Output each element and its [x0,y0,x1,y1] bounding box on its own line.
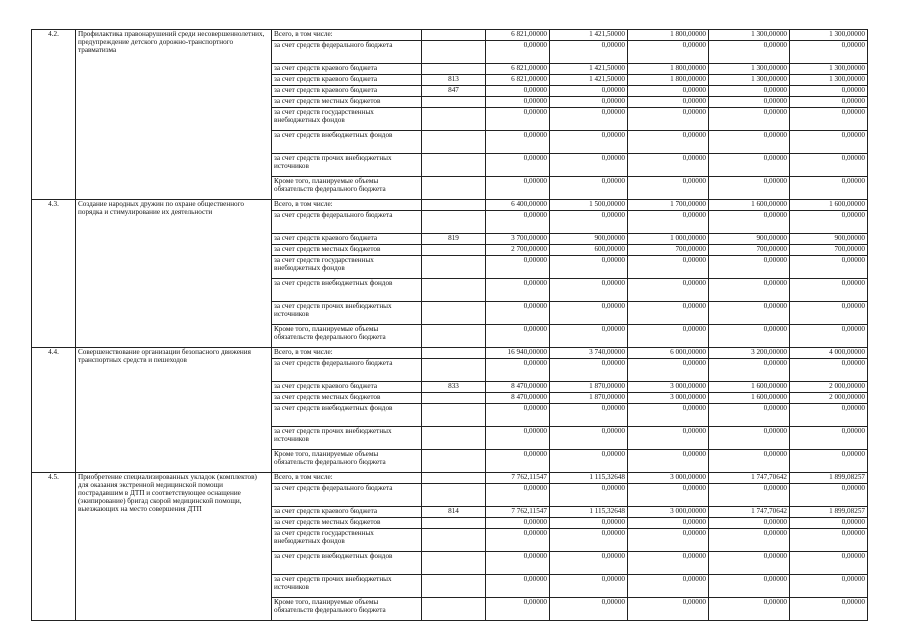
year-value-cell: 3 200,00000 [709,348,790,359]
year-value-cell: 1 300,00000 [709,75,790,86]
year-value-cell: 0,00000 [550,86,628,97]
total-value-cell: 0,00000 [486,131,550,154]
section-title: Приобретение специализированных укладок (комплектов) для оказания экстренной медицинской помощи пострадавшим в ДТП и соответствующее оснащение (экипирование) бригад скорой медицинской помощи, выезжающих на место совершения ДТП [76,473,272,621]
year-value-cell: 1 300,00000 [709,64,790,75]
year-value-cell: 0,00000 [709,108,790,131]
year-value-cell: 0,00000 [628,325,709,348]
year-value-cell: 3 000,00000 [628,382,709,393]
funding-source: за счет средств государственных внебюджетных фондов [272,256,422,279]
year-value-cell: 1 115,32648 [550,473,628,484]
section-number: 4.2. [32,30,76,200]
funding-source: за счет средств внебюджетных фондов [272,404,422,427]
budget-code: 814 [422,507,486,518]
year-value-cell: 0,00000 [550,427,628,450]
year-value-cell: 0,00000 [628,154,709,177]
year-value-cell: 0,00000 [550,404,628,427]
year-value-cell: 0,00000 [550,518,628,529]
funding-source: Кроме того, планируемые объемы обязательств федерального бюджета [272,177,422,200]
year-value-cell: 0,00000 [790,154,868,177]
year-value-cell: 0,00000 [790,529,868,552]
budget-code [422,177,486,200]
total-value-cell: 7 762,11547 [486,507,550,518]
year-value-cell: 1 747,70642 [709,473,790,484]
year-value-cell: 0,00000 [790,598,868,621]
year-value-cell: 0,00000 [550,529,628,552]
year-value-cell: 0,00000 [790,131,868,154]
year-value-cell: 1 300,00000 [709,30,790,41]
year-value-cell: 0,00000 [790,177,868,200]
funding-source: за счет средств местных бюджетов [272,393,422,404]
year-value-cell: 1 747,70642 [709,507,790,518]
year-value-cell: 0,00000 [790,256,868,279]
year-value-cell: 0,00000 [790,427,868,450]
funding-source: за счет средств внебюджетных фондов [272,131,422,154]
year-value-cell: 700,00000 [709,245,790,256]
funding-source: за счет средств краевого бюджета [272,507,422,518]
year-value-cell: 0,00000 [790,86,868,97]
budget-code [422,279,486,302]
total-value-cell: 8 470,00000 [486,393,550,404]
year-value-cell: 1 300,00000 [790,75,868,86]
total-value-cell: 0,00000 [486,518,550,529]
funding-source: за счет средств государственных внебюджетных фондов [272,108,422,131]
funding-source: за счет средств местных бюджетов [272,518,422,529]
year-value-cell: 1 421,50000 [550,64,628,75]
year-value-cell: 3 000,00000 [628,473,709,484]
year-value-cell: 0,00000 [628,86,709,97]
total-value-cell: 0,00000 [486,97,550,108]
year-value-cell: 0,00000 [790,302,868,325]
total-value-cell: 0,00000 [486,86,550,97]
year-value-cell: 0,00000 [790,41,868,64]
year-value-cell: 0,00000 [709,86,790,97]
year-value-cell: 1 700,00000 [628,200,709,211]
total-value-cell: 0,00000 [486,211,550,234]
total-value-cell: 0,00000 [486,427,550,450]
year-value-cell: 1 870,00000 [550,382,628,393]
budget-code [422,552,486,575]
budget-code [422,484,486,507]
year-value-cell: 0,00000 [628,41,709,64]
total-value-cell: 0,00000 [486,108,550,131]
year-value-cell: 0,00000 [628,97,709,108]
year-value-cell: 1 500,00000 [550,200,628,211]
budget-code [422,348,486,359]
total-value-cell: 0,00000 [486,302,550,325]
year-value-cell: 0,00000 [628,177,709,200]
year-value-cell: 3 740,00000 [550,348,628,359]
budget-code [422,404,486,427]
funding-source: Всего, в том числе: [272,30,422,41]
total-value-cell: 6 400,00000 [486,200,550,211]
year-value-cell: 0,00000 [709,211,790,234]
budget-code [422,427,486,450]
year-value-cell: 0,00000 [790,211,868,234]
funding-source: Кроме того, планируемые объемы обязательств федерального бюджета [272,598,422,621]
year-value-cell: 0,00000 [628,359,709,382]
year-value-cell: 0,00000 [550,211,628,234]
year-value-cell: 0,00000 [790,325,868,348]
year-value-cell: 900,00000 [790,234,868,245]
year-value-cell: 0,00000 [628,108,709,131]
year-value-cell: 0,00000 [709,279,790,302]
funding-source: за счет средств местных бюджетов [272,245,422,256]
funding-source: Всего, в том числе: [272,473,422,484]
budget-code [422,41,486,64]
year-value-cell: 1 300,00000 [790,64,868,75]
table-row [32,30,868,41]
budget-code [422,154,486,177]
year-value-cell: 600,00000 [550,245,628,256]
budget-code [422,575,486,598]
table-body [32,30,868,621]
year-value-cell: 0,00000 [550,575,628,598]
year-value-cell: 0,00000 [628,450,709,473]
section-number: 4.5. [32,473,76,621]
year-value-cell: 0,00000 [709,302,790,325]
funding-source: Кроме того, планируемые объемы обязательств федерального бюджета [272,325,422,348]
funding-source: за счет средств федерального бюджета [272,41,422,64]
table-row [32,348,868,359]
budget-code: 813 [422,75,486,86]
funding-source: за счет средств прочих внебюджетных источников [272,575,422,598]
table-row [32,473,868,484]
year-value-cell: 700,00000 [790,245,868,256]
year-value-cell: 0,00000 [550,41,628,64]
budget-code [422,302,486,325]
budget-code [422,325,486,348]
total-value-cell: 0,00000 [486,256,550,279]
year-value-cell: 0,00000 [550,359,628,382]
year-value-cell: 1 600,00000 [709,393,790,404]
total-value-cell: 0,00000 [486,325,550,348]
total-value-cell: 0,00000 [486,154,550,177]
year-value-cell: 0,00000 [550,302,628,325]
year-value-cell: 0,00000 [550,131,628,154]
year-value-cell: 1 899,08257 [790,473,868,484]
year-value-cell: 1 115,32648 [550,507,628,518]
year-value-cell: 0,00000 [550,484,628,507]
funding-source: за счет средств краевого бюджета [272,234,422,245]
year-value-cell: 0,00000 [550,97,628,108]
year-value-cell: 0,00000 [790,359,868,382]
year-value-cell: 0,00000 [628,529,709,552]
year-value-cell: 0,00000 [628,518,709,529]
year-value-cell: 0,00000 [628,211,709,234]
year-value-cell: 0,00000 [550,154,628,177]
funding-source: за счет средств местных бюджетов [272,97,422,108]
funding-source: за счет средств федерального бюджета [272,484,422,507]
section-title: Создание народных дружин по охране общественного порядка и стимулирование их деятельности [76,200,272,348]
budget-code [422,393,486,404]
total-value-cell: 0,00000 [486,529,550,552]
budget-code [422,131,486,154]
year-value-cell: 0,00000 [790,97,868,108]
year-value-cell: 0,00000 [709,97,790,108]
year-value-cell: 0,00000 [709,359,790,382]
year-value-cell: 0,00000 [709,575,790,598]
total-value-cell: 7 762,11547 [486,473,550,484]
year-value-cell: 0,00000 [709,552,790,575]
total-value-cell: 0,00000 [486,484,550,507]
year-value-cell: 1 421,50000 [550,75,628,86]
funding-source: за счет средств федерального бюджета [272,211,422,234]
year-value-cell: 2 000,00000 [790,382,868,393]
budget-code [422,211,486,234]
year-value-cell: 0,00000 [550,279,628,302]
year-value-cell: 0,00000 [709,598,790,621]
budget-code [422,108,486,131]
total-value-cell: 0,00000 [486,598,550,621]
year-value-cell: 0,00000 [550,108,628,131]
year-value-cell: 0,00000 [550,598,628,621]
budget-code [422,598,486,621]
funding-source: за счет средств краевого бюджета [272,86,422,97]
year-value-cell: 0,00000 [709,256,790,279]
total-value-cell: 2 700,00000 [486,245,550,256]
funding-source: за счет средств краевого бюджета [272,382,422,393]
year-value-cell: 0,00000 [790,450,868,473]
budget-code [422,529,486,552]
budget-code [422,97,486,108]
year-value-cell: 1 899,08257 [790,507,868,518]
year-value-cell: 0,00000 [790,575,868,598]
funding-source: за счет средств внебюджетных фондов [272,279,422,302]
budget-code: 819 [422,234,486,245]
year-value-cell: 1 600,00000 [709,200,790,211]
year-value-cell: 1 870,00000 [550,393,628,404]
year-value-cell: 0,00000 [709,404,790,427]
section-title: Профилактика правонарушений среди несовершеннолетних, предупреждение детского дорожно-транспортного травматизма [76,30,272,200]
year-value-cell: 1 800,00000 [628,64,709,75]
year-value-cell: 0,00000 [550,450,628,473]
year-value-cell: 0,00000 [709,450,790,473]
budget-code [422,450,486,473]
year-value-cell: 0,00000 [550,256,628,279]
year-value-cell: 2 000,00000 [790,393,868,404]
year-value-cell: 700,00000 [628,245,709,256]
year-value-cell: 0,00000 [790,279,868,302]
funding-source: за счет средств прочих внебюджетных источников [272,302,422,325]
table-row [32,200,868,211]
year-value-cell: 1 421,50000 [550,30,628,41]
year-value-cell: 0,00000 [628,279,709,302]
year-value-cell: 0,00000 [628,256,709,279]
year-value-cell: 0,00000 [709,177,790,200]
funding-source: за счет средств краевого бюджета [272,75,422,86]
year-value-cell: 1 600,00000 [709,382,790,393]
budget-code [422,256,486,279]
year-value-cell: 0,00000 [628,484,709,507]
section-number: 4.4. [32,348,76,473]
total-value-cell: 6 821,00000 [486,75,550,86]
total-value-cell: 0,00000 [486,41,550,64]
financing-table [31,29,868,621]
year-value-cell: 0,00000 [709,131,790,154]
year-value-cell: 0,00000 [628,302,709,325]
year-value-cell: 0,00000 [628,598,709,621]
total-value-cell: 16 940,00000 [486,348,550,359]
budget-code [422,359,486,382]
total-value-cell: 3 700,00000 [486,234,550,245]
year-value-cell: 0,00000 [709,154,790,177]
year-value-cell: 0,00000 [628,552,709,575]
year-value-cell: 0,00000 [790,484,868,507]
year-value-cell: 0,00000 [790,108,868,131]
total-value-cell: 0,00000 [486,404,550,427]
total-value-cell: 0,00000 [486,177,550,200]
funding-source: за счет средств государственных внебюджетных фондов [272,529,422,552]
year-value-cell: 0,00000 [628,404,709,427]
total-value-cell: 8 470,00000 [486,382,550,393]
budget-code [422,518,486,529]
funding-source: Всего, в том числе: [272,200,422,211]
year-value-cell: 4 000,00000 [790,348,868,359]
budget-code [422,30,486,41]
year-value-cell: 6 000,00000 [628,348,709,359]
year-value-cell: 1 000,00000 [628,234,709,245]
budget-code: 847 [422,86,486,97]
year-value-cell: 0,00000 [709,325,790,348]
funding-source: за счет средств внебюджетных фондов [272,552,422,575]
year-value-cell: 900,00000 [550,234,628,245]
funding-source: за счет средств федерального бюджета [272,359,422,382]
year-value-cell: 0,00000 [550,177,628,200]
total-value-cell: 6 821,00000 [486,30,550,41]
total-value-cell: 0,00000 [486,450,550,473]
section-title: Совершенствование организации безопасного движения транспортных средств и пешеходов [76,348,272,473]
total-value-cell: 0,00000 [486,575,550,598]
year-value-cell: 0,00000 [790,518,868,529]
year-value-cell: 0,00000 [550,552,628,575]
budget-code [422,64,486,75]
year-value-cell: 0,00000 [628,575,709,598]
year-value-cell: 1 800,00000 [628,75,709,86]
year-value-cell: 3 000,00000 [628,393,709,404]
year-value-cell: 0,00000 [628,427,709,450]
funding-source: за счет средств краевого бюджета [272,64,422,75]
funding-source: за счет средств прочих внебюджетных источников [272,427,422,450]
year-value-cell: 0,00000 [709,529,790,552]
budget-code [422,473,486,484]
total-value-cell: 0,00000 [486,552,550,575]
year-value-cell: 1 300,00000 [790,30,868,41]
funding-source: Кроме того, планируемые объемы обязательств федерального бюджета [272,450,422,473]
year-value-cell: 0,00000 [709,518,790,529]
year-value-cell: 0,00000 [628,131,709,154]
budget-code [422,245,486,256]
year-value-cell: 0,00000 [790,552,868,575]
year-value-cell: 1 800,00000 [628,30,709,41]
year-value-cell: 1 600,00000 [790,200,868,211]
year-value-cell: 0,00000 [709,41,790,64]
total-value-cell: 0,00000 [486,359,550,382]
total-value-cell: 6 821,00000 [486,64,550,75]
section-number: 4.3. [32,200,76,348]
year-value-cell: 3 000,00000 [628,507,709,518]
year-value-cell: 0,00000 [709,484,790,507]
funding-source: за счет средств прочих внебюджетных источников [272,154,422,177]
funding-source: Всего, в том числе: [272,348,422,359]
year-value-cell: 900,00000 [709,234,790,245]
year-value-cell: 0,00000 [709,427,790,450]
year-value-cell: 0,00000 [790,404,868,427]
total-value-cell: 0,00000 [486,279,550,302]
budget-code [422,200,486,211]
budget-code: 833 [422,382,486,393]
year-value-cell: 0,00000 [550,325,628,348]
